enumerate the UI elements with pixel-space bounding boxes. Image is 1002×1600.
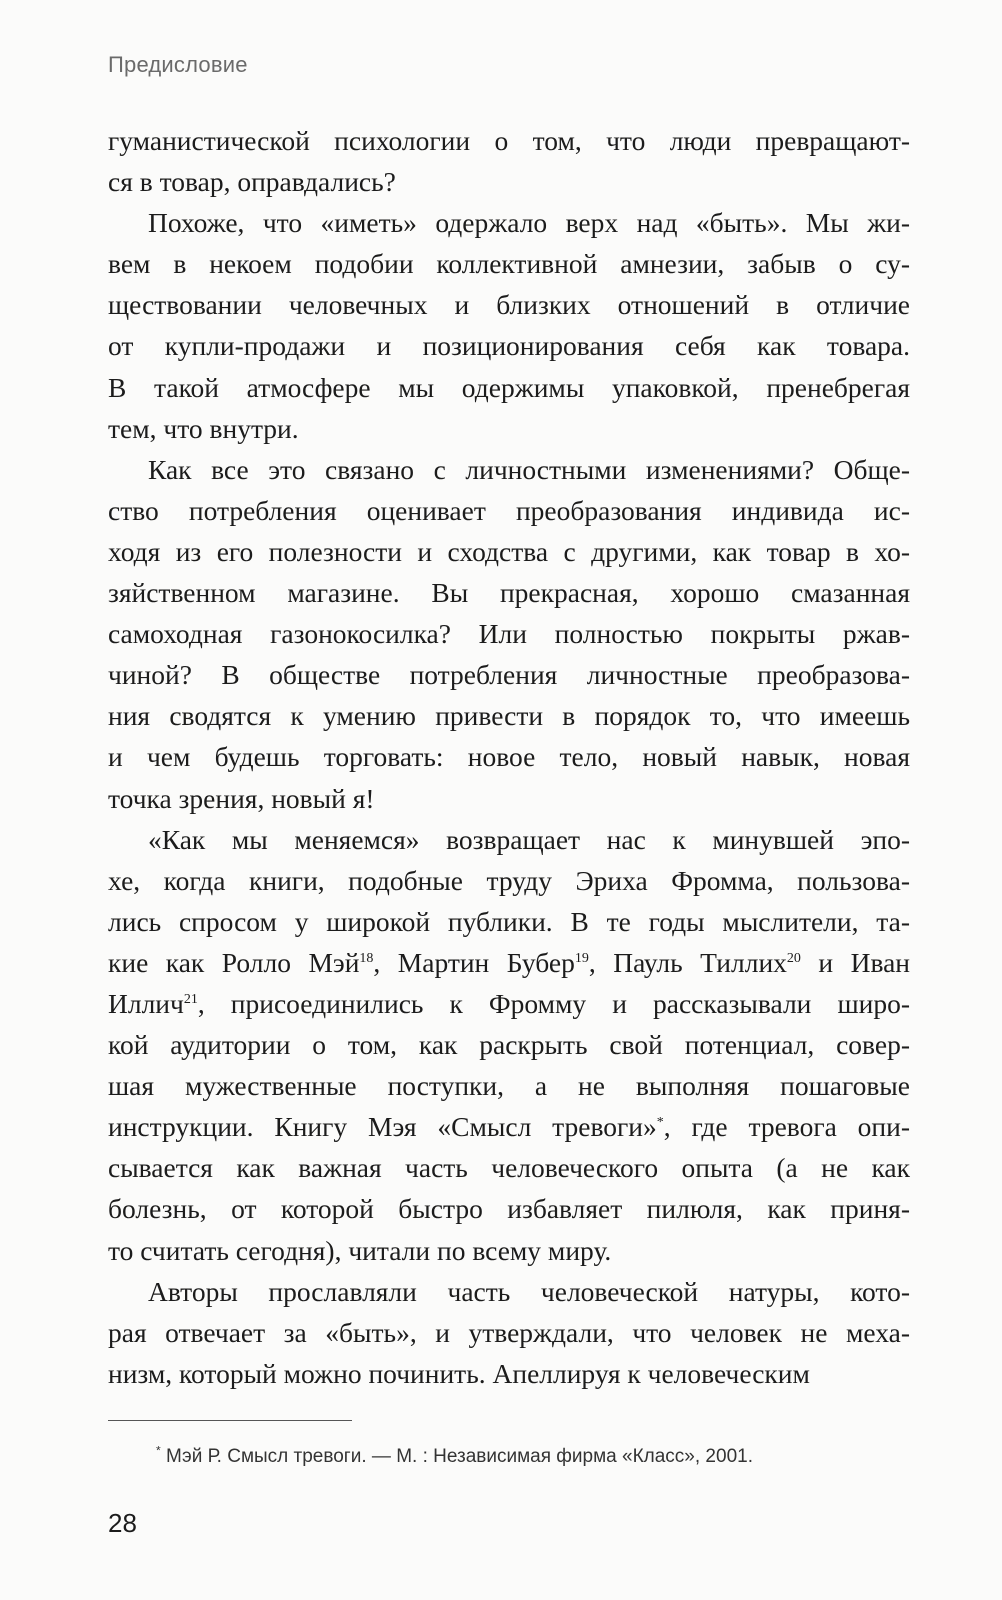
page-number: 28 xyxy=(108,1508,137,1538)
text-line: ществовании человечных и близких отношений в отличие xyxy=(108,289,910,321)
text-line: вем в некоем подобии коллективной амнезии, забыв о су- xyxy=(108,248,910,280)
paragraph xyxy=(108,202,910,449)
text-line: болезнь, от которой быстро избавляет пилюля, как приня- xyxy=(108,1193,910,1225)
text-line: шая мужественные поступки, а не выполняя пошаговые xyxy=(108,1070,910,1102)
text-line: ство потребления оценивает преобразования индивида ис- xyxy=(108,494,910,526)
footnote-reference: 20 xyxy=(786,950,801,966)
text-line: низм, который можно починить. Апеллируя к человеческим xyxy=(108,1357,810,1389)
text-line: лись спросом у широкой публики. В те годы мыслители, та- xyxy=(108,905,910,937)
paragraph xyxy=(108,1271,910,1394)
footnote-text: Мэй Р. Смысл тревоги. — М. : Независимая фирма «Класс», 2001. xyxy=(165,1446,753,1467)
paragraph xyxy=(108,819,910,1271)
text-line: кие как Ролло Мэй$^{18}$, Мартин Бубер$^{19}$, Пауль Тиллих$^{20}$ и Иван xyxy=(108,946,910,978)
text-line: ся в товар, оправдались? xyxy=(108,166,396,198)
text-line: ния сводятся к умению привести в порядок то, что имеешь xyxy=(108,700,910,732)
text-line: зяйственном магазине. Вы прекрасная, хорошо смазанная xyxy=(108,577,910,609)
text-line: гуманистической психологии о том, что люди превращают- xyxy=(108,125,910,156)
paragraph xyxy=(108,449,910,819)
text-line: Как все это связано с личностными изменениями? Обще- xyxy=(148,453,910,485)
text-line: точка зрения, новый я! xyxy=(108,782,375,814)
text-line: Похоже, что «иметь» одержало верх над «быть». Мы жи- xyxy=(148,207,910,239)
footnote-reference: 21 xyxy=(183,991,198,1007)
text-line: от купли-продажи и позиционирования себя как товара. xyxy=(108,330,910,362)
footnote-divider xyxy=(108,1420,352,1421)
text-line: ходя из его полезности и сходства с другими, как товар в хо- xyxy=(108,535,910,567)
text-line: то считать сегодня), читали по всему миру. xyxy=(108,1234,612,1266)
text-line: кой аудитории о том, как раскрыть свой потенциал, совер- xyxy=(108,1029,910,1061)
text-line: рая отвечает за «быть», и утверждали, что человек не меха- xyxy=(108,1316,910,1348)
text-line: хе, когда книги, подобные труду Эриха Фромма, пользова- xyxy=(108,864,910,896)
footnote-marker: * xyxy=(156,1443,161,1458)
text-line: Авторы прославляли часть человеческой натуры, кото- xyxy=(148,1275,910,1307)
text-line: и чем будешь торговать: новое тело, новый навык, новая xyxy=(108,741,910,773)
text-line: самоходная газонокосилка? Или полностью покрыты ржав- xyxy=(108,618,910,650)
text-line: сывается как важная часть человеческого опыта (а не как xyxy=(108,1152,910,1184)
paragraph xyxy=(108,120,910,202)
text-line: чиной? В обществе потребления личностные преобразова- xyxy=(108,659,910,691)
text-line: В такой атмосфере мы одержимы упаковкой, пренебрегая xyxy=(108,371,910,403)
running-header: Предисловие xyxy=(108,52,248,77)
text-line: инструкции. Книгу Мэя «Смысл тревоги»*, где тревога опи- xyxy=(108,1111,910,1143)
footnote xyxy=(156,1443,753,1468)
footnote-reference: 18 xyxy=(359,950,374,966)
text-line: Иллич$^{21}$, присоединились к Фромму и рассказывали широ- xyxy=(108,987,910,1019)
text-line: тем, что внутри. xyxy=(108,412,299,444)
text-line: «Как мы меняемся» возвращает нас к минувшей эпо- xyxy=(148,823,910,855)
footnote-reference: 19 xyxy=(574,950,589,966)
footnote-reference: * xyxy=(656,1115,664,1131)
body-text xyxy=(108,120,910,1394)
